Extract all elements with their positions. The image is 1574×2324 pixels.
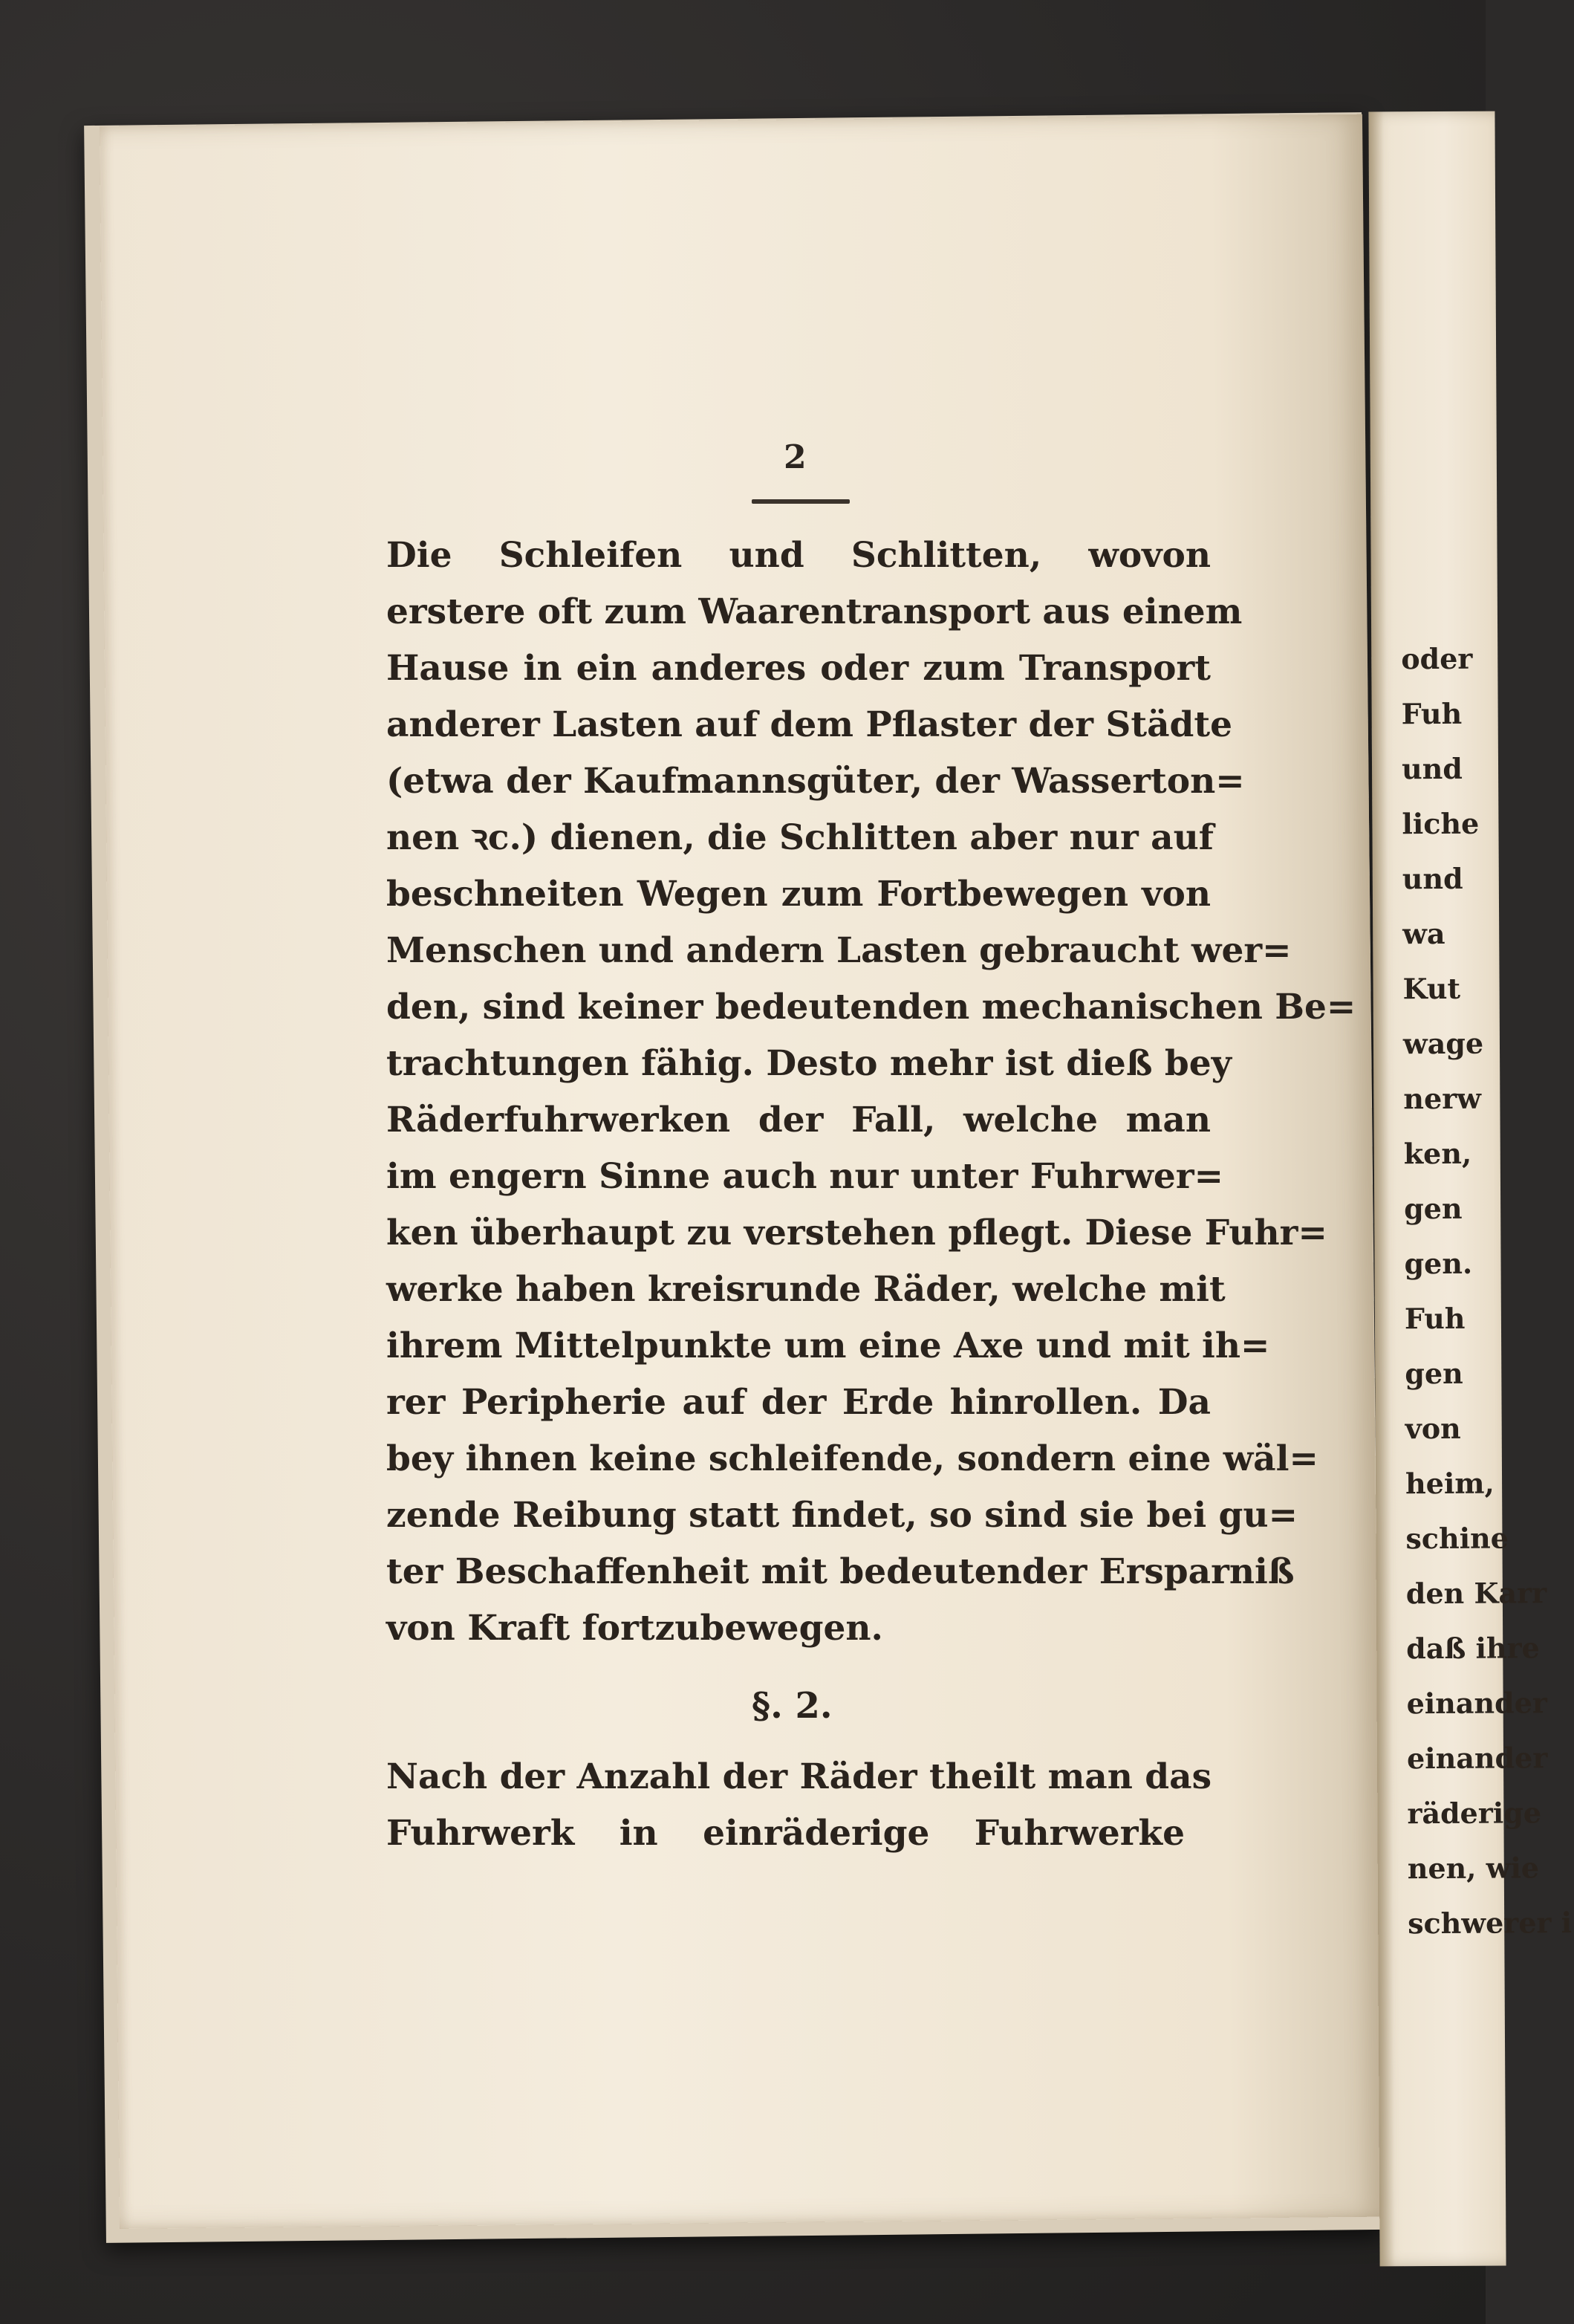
- paragraph-1: [386, 528, 1356, 1657]
- text-line: den, sind keiner bedeutenden mechanischen Be=: [386, 987, 1356, 1028]
- text-fragment: schine: [1405, 1521, 1509, 1556]
- text-line: Hause in ein anderes oder zum Transport: [386, 648, 1211, 689]
- text-fragment: schwerer i: [1408, 1906, 1573, 1941]
- page-number-rule: [752, 499, 850, 504]
- text-line: ter Beschaffenheit mit bedeutender Ersparniß: [386, 1551, 1295, 1592]
- text-line: Fuhrwerk in einräderige Fuhrwerke: [386, 1813, 1185, 1854]
- text-line: bey ihnen keine schleifende, sondern eine wäl=: [386, 1438, 1318, 1479]
- text-fragment: gen.: [1404, 1246, 1473, 1281]
- text-fragment: von: [1405, 1411, 1461, 1446]
- text-fragment: und: [1401, 751, 1463, 786]
- text-fragment: und: [1402, 861, 1463, 896]
- text-fragment: daß ihre: [1406, 1631, 1540, 1666]
- text-fragment: nen, wie: [1407, 1851, 1540, 1886]
- text-line: zende Reibung statt findet, so sind sie bei gu=: [386, 1495, 1298, 1536]
- text-line: nen ꝛc.) dienen, die Schlitten aber nur auf: [386, 817, 1214, 858]
- section-heading: §. 2.: [752, 1685, 833, 1727]
- text-line: im engern Sinne auch nur unter Fuhrwer=: [386, 1156, 1223, 1197]
- text-line: ihrem Mittelpunkte um eine Axe und mit ih=: [386, 1325, 1270, 1366]
- text-line: Menschen und andern Lasten gebraucht wer=: [386, 930, 1292, 971]
- page-number: 2: [784, 438, 807, 476]
- text-fragment: ken,: [1403, 1136, 1472, 1171]
- text-fragment: oder: [1401, 641, 1473, 676]
- text-fragment: Kut: [1402, 971, 1461, 1006]
- text-line: beschneiten Wegen zum Fortbewegen von: [386, 874, 1211, 915]
- text-fragment: Fuh: [1404, 1301, 1466, 1336]
- text-fragment: wa: [1402, 916, 1445, 951]
- paragraph-2: [386, 1749, 1212, 1862]
- text-fragment: wage: [1402, 1026, 1484, 1061]
- text-fragment: gen: [1404, 1191, 1463, 1226]
- text-line: rer Peripherie auf der Erde hinrollen. Da: [386, 1382, 1211, 1423]
- text-line: (etwa der Kaufmannsgüter, der Wasserton=: [386, 761, 1245, 802]
- text-line: Die Schleifen und Schlitten, wovon: [386, 535, 1211, 576]
- text-line: Räderfuhrwerken der Fall, welche man: [386, 1100, 1211, 1140]
- text-fragment: heim,: [1405, 1466, 1495, 1501]
- text-fragment: einander: [1406, 1686, 1548, 1721]
- text-line: trachtungen fähig. Desto mehr ist dieß bey: [386, 1043, 1232, 1084]
- text-fragment: einander: [1406, 1741, 1548, 1776]
- text-line: Nach der Anzahl der Räder theilt man das: [386, 1756, 1212, 1797]
- text-line: ken überhaupt zu verstehen pflegt. Diese Fuhr=: [386, 1213, 1327, 1253]
- text-line: werke haben kreisrunde Räder, welche mit: [386, 1269, 1226, 1310]
- text-line: anderer Lasten auf dem Pflaster der Städte: [386, 704, 1232, 745]
- text-fragment: räderige: [1407, 1796, 1542, 1831]
- text-fragment: Fuh: [1401, 696, 1463, 731]
- text-line: von Kraft fortzubewegen.: [386, 1608, 883, 1649]
- text-fragment: gen: [1405, 1356, 1463, 1391]
- text-fragment: den Karr: [1405, 1576, 1547, 1611]
- next-page-edge: [1368, 111, 1573, 2267]
- text-fragment: liche: [1402, 806, 1480, 841]
- text-fragment: nerw: [1403, 1081, 1482, 1116]
- text-line: erstere oft zum Waarentransport aus einem: [386, 591, 1243, 632]
- next-page-text: [1401, 631, 1572, 1951]
